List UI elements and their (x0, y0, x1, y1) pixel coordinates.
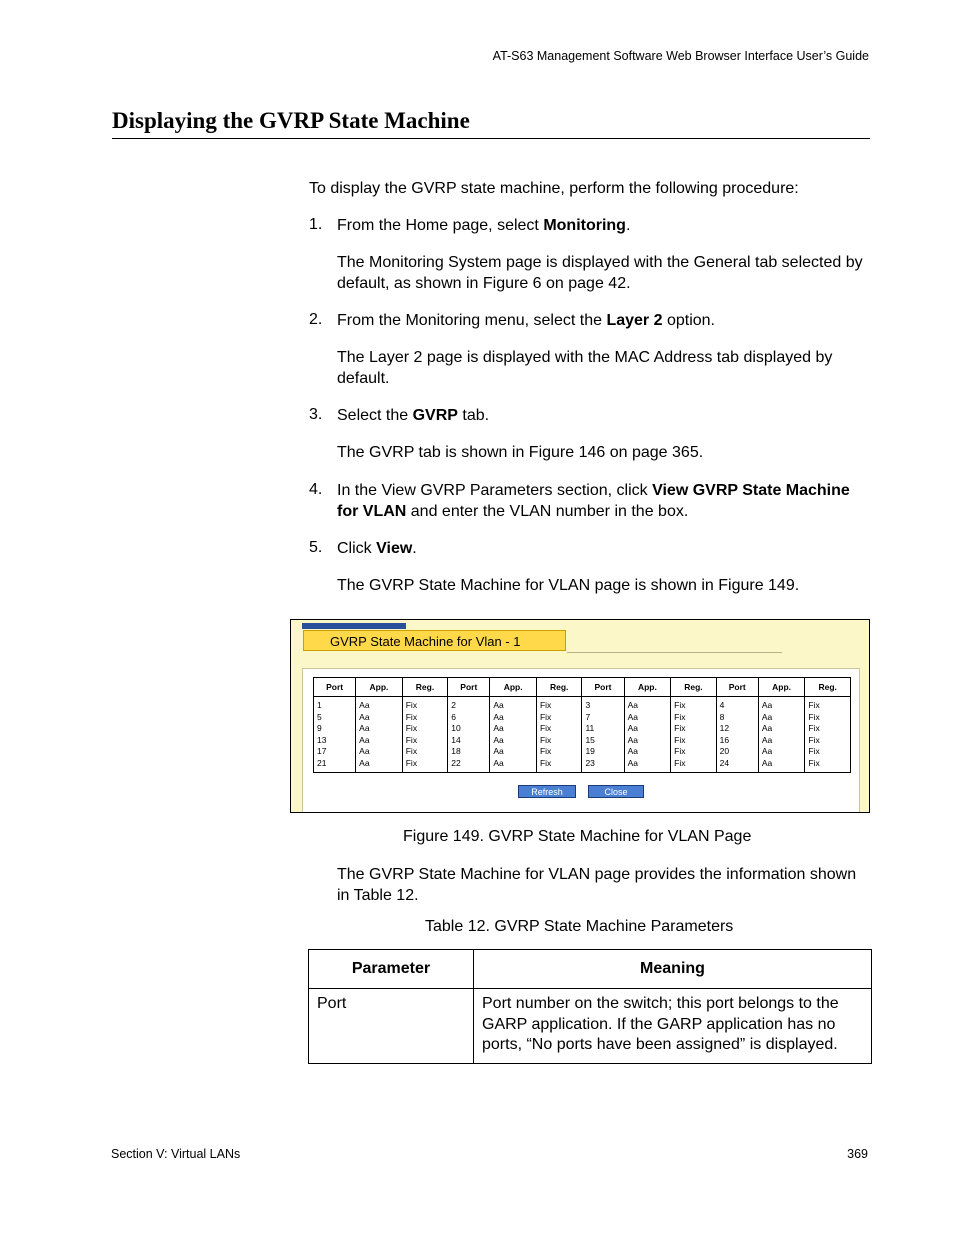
table-cell: Fix Fix Fix Fix Fix Fix (671, 697, 716, 773)
step-instruction: Click View. (337, 540, 417, 557)
table-row (314, 697, 851, 773)
parameter-cell: Port (309, 989, 474, 1064)
table-cell: Aa Aa Aa Aa Aa Aa (624, 697, 671, 773)
column-header: Reg. (671, 678, 716, 697)
step-number: 5. (309, 539, 323, 556)
meaning-cell: Port number on the switch; this port belongs to the GARP application. If the GARP application has no ports, “No ports have been assigned” is displayed. (474, 989, 872, 1064)
table-cell: 1 5 9 13 17 21 (314, 697, 356, 773)
column-header: Port (582, 678, 624, 697)
column-header: Port (448, 678, 490, 697)
step-note: The Monitoring System page is displayed with the General tab selected by default, as shown in Figure 6 on page 42. (337, 254, 863, 292)
table-cell: Fix Fix Fix Fix Fix Fix (402, 697, 447, 773)
state-machine-table (313, 677, 851, 773)
running-header: AT-S63 Management Software Web Browser Interface User’s Guide (492, 49, 869, 63)
window-title: GVRP State Machine for Vlan - 1 (303, 630, 566, 651)
gvrp-state-machine-screenshot (290, 619, 870, 813)
state-machine-panel (302, 668, 860, 812)
table-header-row (309, 950, 872, 989)
table-cell: 2 6 10 14 18 22 (448, 697, 490, 773)
step-instruction: In the View GVRP Parameters section, click View GVRP State Machine for VLAN and enter the VLAN number in the box. (337, 482, 850, 520)
title-underline (567, 652, 782, 653)
column-header: App. (758, 678, 805, 697)
column-header: Reg. (402, 678, 447, 697)
refresh-button[interactable]: Refresh (518, 785, 576, 798)
close-button[interactable]: Close (588, 785, 644, 798)
column-header: App. (624, 678, 671, 697)
table-cell: 4 8 12 16 20 24 (716, 697, 758, 773)
column-header: Port (314, 678, 356, 697)
table-cell: 3 7 11 15 19 23 (582, 697, 624, 773)
table-cell: Fix Fix Fix Fix Fix Fix (805, 697, 851, 773)
step-number: 4. (309, 481, 323, 498)
column-header: Parameter (309, 950, 474, 989)
step-note: The Layer 2 page is displayed with the MAC Address tab displayed by default. (337, 349, 833, 387)
step-instruction: From the Home page, select Monitoring. (337, 217, 631, 234)
step-number: 3. (309, 406, 323, 423)
tab-indicator (302, 623, 406, 629)
column-header: Meaning (474, 950, 872, 989)
step-note: The GVRP State Machine for VLAN page is shown in Figure 149. (337, 577, 800, 594)
table-header-row (314, 678, 851, 697)
table-caption: Table 12. GVRP State Machine Parameters (425, 918, 734, 935)
table-row (309, 989, 872, 1064)
column-header: App. (356, 678, 403, 697)
table-cell: Aa Aa Aa Aa Aa Aa (356, 697, 403, 773)
step-number: 2. (309, 311, 323, 328)
table-cell: Aa Aa Aa Aa Aa Aa (490, 697, 537, 773)
column-header: Port (716, 678, 758, 697)
column-header: App. (490, 678, 537, 697)
column-header: Reg. (805, 678, 851, 697)
parameters-table (308, 949, 872, 1064)
intro-paragraph: To display the GVRP state machine, perform the following procedure: (309, 180, 799, 197)
footer-section: Section V: Virtual LANs (111, 1147, 241, 1161)
table-cell: Fix Fix Fix Fix Fix Fix (536, 697, 581, 773)
figure-caption: Figure 149. GVRP State Machine for VLAN Page (403, 828, 752, 845)
table-cell: Aa Aa Aa Aa Aa Aa (758, 697, 805, 773)
section-title: Displaying the GVRP State Machine (112, 108, 870, 139)
step-number: 1. (309, 216, 323, 233)
column-header: Reg. (536, 678, 581, 697)
step-instruction: From the Monitoring menu, select the Layer 2 option. (337, 312, 715, 329)
step-instruction: Select the GVRP tab. (337, 407, 490, 424)
step-note: The GVRP tab is shown in Figure 146 on page 365. (337, 444, 704, 461)
page-number: 369 (847, 1147, 868, 1161)
after-figure-paragraph: The GVRP State Machine for VLAN page provides the information shown in Table 12. (337, 866, 857, 904)
